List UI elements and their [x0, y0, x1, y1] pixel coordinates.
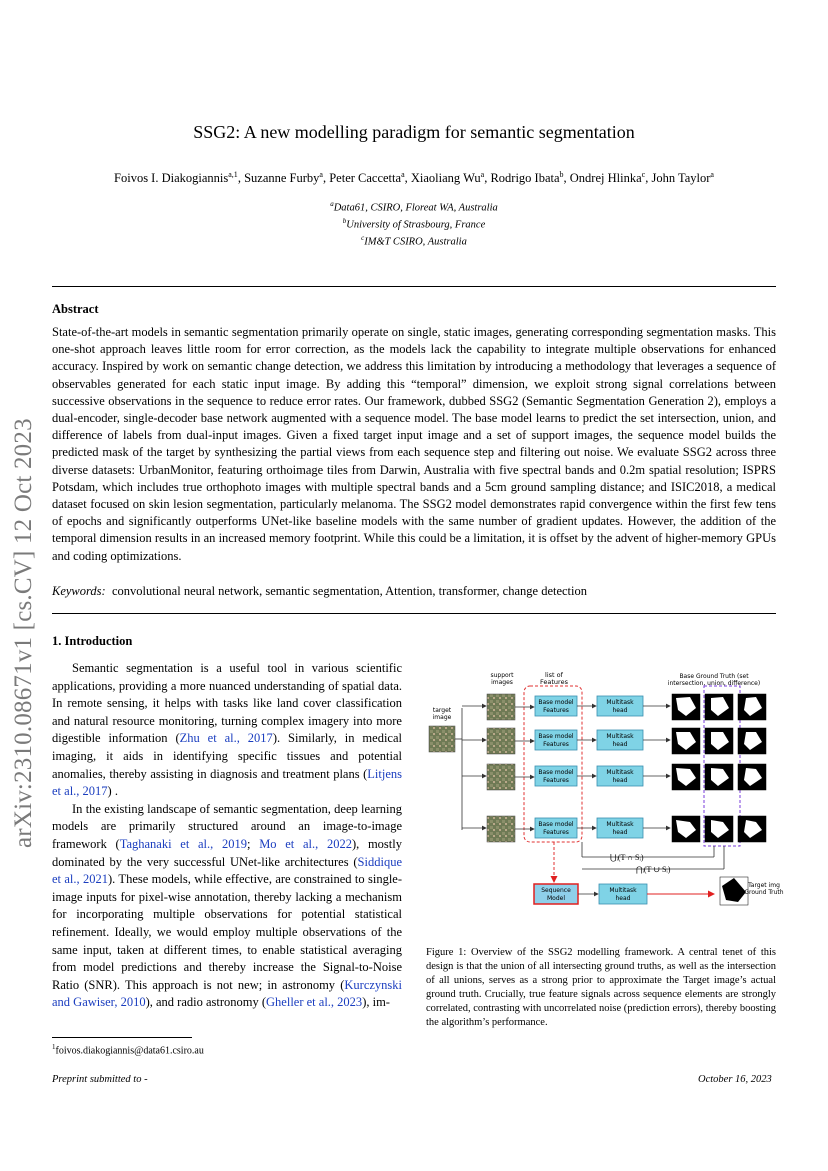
text: Semantic segmentation is a useful tool in various scientific applications, providing a more nuanced understanding of spatial data. In remote sensing, it helps with tasks like land cover classification and natural resource monitoring, turning complex imagery into more digestible information (: [52, 661, 402, 746]
abstract-heading: Abstract: [52, 302, 99, 316]
feature-rows: [462, 694, 766, 842]
affiliation-sup: c: [361, 234, 365, 242]
footer-right: October 16, 2023: [698, 1074, 772, 1085]
keywords: [52, 584, 776, 599]
citation-link[interactable]: Kurczynski and Gawiser, 2010: [52, 977, 402, 1010]
figure-caption: Figure 1: Overview of the SSG2 modelling framework. A central tenet of this design is that the union of all intersecting ground truths, as well as the intersection of all unions, serves as a strong prior to approximate the Target image’s actual ground truth. Crucially, true feature signals across sequence elements are strongly correlated, contrasting with uncorrelated noise (prediction errors), thereby boosting the algorithm’s performance.: [426, 947, 776, 1028]
arxiv-stamp: arXiv:2310.08671v1 [cs.CV] 12 Oct 2023: [10, 418, 37, 848]
multitask-head-label: Multitask head: [606, 733, 634, 748]
footnote-text: foivos.diakogiannis@data61.csiro.au: [55, 1045, 204, 1057]
base-model-label: Base model Features: [538, 769, 574, 784]
author-sup: a: [480, 170, 485, 179]
support-image-thumb: [487, 694, 515, 720]
multitask-head-label: Multitask head: [606, 821, 634, 836]
divider: [52, 286, 776, 287]
citation-link[interactable]: Siddique et al., 2021: [52, 854, 402, 887]
figure-1: [424, 664, 784, 919]
text: ) .: [107, 784, 118, 799]
multitask-head-label: Multitask head: [606, 769, 634, 784]
union-label: ⋃ᵢ(T ∩ Sᵢ): [610, 853, 644, 862]
keywords-text: convolutional neural network, semantic segmentation, Attention, transformer, change detection: [111, 584, 588, 598]
affiliation: [0, 232, 828, 249]
author-sup: b: [559, 170, 564, 179]
text: In the existing landscape of semantic segmentation, deep learning models are primarily structured around an image-to-image framework (: [52, 801, 402, 851]
intro-body: [52, 660, 402, 1012]
target-gt-label: Target img Ground Truth: [744, 882, 784, 896]
base-model-label: Base model Features: [538, 699, 574, 714]
base-gt-label: Base Ground Truth (set intersection, union, difference): [667, 673, 761, 687]
intersection-label: ⋂ᵢ(T ∪ Sᵢ): [636, 865, 671, 874]
footnote-sup: 1: [52, 1043, 56, 1051]
footnote: [52, 1043, 204, 1056]
author-name: , Peter Caccetta: [322, 171, 402, 186]
author-name: , Xiaoliang Wu: [404, 171, 481, 186]
keywords-label: Keywords:: [52, 584, 106, 598]
text: ). These models, while effective, are constrained to single-image inputs for pixel-wise annotation, thereby lacking a mechanism for incorporating multiple observations for potential statistical refinement. Ideally, we would employ multiple observations of the same input, taken at different times, to enable statistical averaging from model predictions and thereby increase the Signal-to-Noise Ratio (SNR). This approach is not new; in astronomy (: [52, 872, 402, 992]
affiliation-text: University of Strasbourg, France: [346, 219, 486, 231]
intro-paragraph: [52, 660, 402, 801]
target-image-thumb: [429, 726, 455, 752]
support-image-thumb: [487, 816, 515, 842]
text: ). Similarly, in medical imaging, it aids in identifying specific tissues and potential anomalies, thereby assisting in diagnosis and treatment plans (: [52, 731, 402, 781]
author-sup: a,1: [228, 170, 238, 179]
text: ), and radio astronomy (: [145, 995, 267, 1010]
affiliation-sup: b: [342, 217, 347, 225]
text: ;: [247, 836, 260, 851]
multitask-final-label: Multitask head: [609, 887, 637, 902]
abstract-text: State-of-the-art models in semantic segmentation primarily operate on single, static images, generating corresponding segmentation masks. This one-shot approach leaves little room for error correction, as the models lack the capability to integrate multiple observations for enhanced accuracy. Inspired by work on semantic change detection, we address this limitation by introducing a methodology that leverages a sequence of observables generated for each static input image. By adding this “temporal” dimension, we exploit strong signal correlations between successive observations in the sequence to reduce error rates. Our framework, dubbed SSG2 (Semantic Segmentation Generation 2), employs a dual-encoder, single-decoder base network augmented with a sequence model. The base model learns to predict the set intersection, union, and difference of labels from dual-input images. Given a fixed target input image and a set of support images, the sequence model builds the predicted mask of the target by synthesizing the partial views from each sequence step and filtering out noise. We evaluate SSG2 across three diverse datasets: UrbanMonitor, featuring orthoimage tiles from Darwin, Australia with five spectral bands and 0.2m spatial resolution; ISPRS Potsdam, which includes true orthophoto images with multiple spectral bands and a 5cm ground sampling distance; and ISIC2018, a medical dataset focused on skin lesion segmentation, particularly melanoma. The SSG2 model demonstrates rapid convergence within the first few tens of epochs and significantly outperforms UNet-like baseline models with the same number of gradient updates. However, the addition of the temporal dimension results in an increased memory footprint. While this could be a limitation, it is offset by the advent of higher-memory GPUs and coding optimizations.: [52, 325, 776, 563]
text: ), mostly dominated by the very successful UNet-like architectures (: [52, 836, 402, 869]
footnote-rule: [52, 1037, 192, 1038]
support-image-thumb: [487, 764, 515, 790]
footer-left: Preprint submitted to -: [52, 1074, 148, 1085]
author-sup: a: [710, 170, 714, 179]
intro-paragraph: [52, 801, 402, 1012]
author-sup: a: [319, 170, 323, 179]
author-sup: c: [641, 170, 646, 179]
author-name: Foivos I. Diakogiannis: [114, 171, 229, 186]
target-image-label: target image: [432, 707, 452, 721]
author-sup: a: [401, 170, 405, 179]
citation-link[interactable]: Gheller et al., 2023: [266, 995, 363, 1010]
affiliation-sup: a: [330, 200, 334, 208]
affiliation-text: Data61, CSIRO, Floreat WA, Australia: [333, 202, 498, 214]
sequence-model-label: Sequence Model: [541, 887, 571, 902]
affiliations: [0, 198, 828, 249]
author-name: , Ondrej Hlinka: [563, 171, 642, 186]
author-name: , John Taylor: [645, 171, 711, 186]
affiliation-text: IM&T CSIRO, Australia: [364, 236, 467, 248]
divider: [52, 613, 776, 614]
citation-link[interactable]: Mo et al., 2022: [259, 836, 352, 851]
multitask-head-label: Multitask head: [606, 699, 634, 714]
citation-link[interactable]: Taghanaki et al., 2019: [119, 836, 247, 851]
base-model-label: Base model Features: [538, 821, 574, 836]
support-images-label: support images: [490, 672, 514, 686]
affiliation: [0, 215, 828, 232]
base-model-label: Base model Features: [538, 733, 574, 748]
affiliation: [0, 198, 828, 215]
author-list: [0, 170, 828, 186]
list-features-label: list of Features: [540, 671, 568, 686]
citation-link[interactable]: Litjens et al., 2017: [52, 766, 402, 799]
author-name: , Suzanne Furby: [237, 171, 320, 186]
author-name: , Rodrigo Ibata: [484, 171, 560, 186]
text: ), im-: [362, 995, 390, 1010]
citation-link[interactable]: Zhu et al., 2017: [179, 731, 273, 746]
intro-heading: 1. Introduction: [52, 634, 133, 648]
support-image-thumb: [487, 728, 515, 754]
paper-title: SSG2: A new modelling paradigm for semantic segmentation: [193, 122, 635, 142]
